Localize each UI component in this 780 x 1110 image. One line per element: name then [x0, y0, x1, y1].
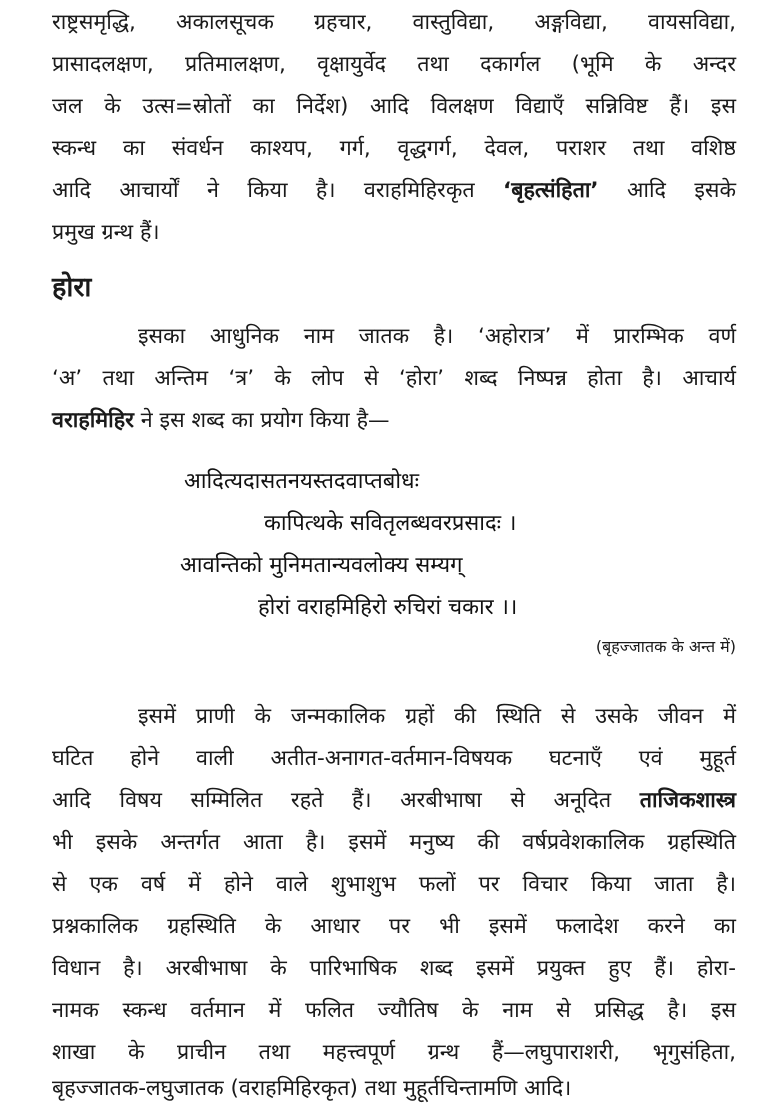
paragraph-1-line-4: स्कन्ध का संवर्धन काश्यप, गर्ग, वृद्धगर्ग, देवल, पराशर तथा वशिष्ठ	[52, 136, 736, 161]
paragraph-3-line-7: विधान है। अरबीभाषा के पारिभाषिक शब्द इसमें प्रयुक्त हुए हैं। होरा-	[52, 956, 736, 981]
verse-line-2: कापित्थके सवितृलब्धवरप्रसादः ।	[264, 511, 517, 536]
paragraph-3-line-10: बृहज्जातक-लघुजातक (वराहमिहिरकृत) तथा मुहूर्तचिन्तामणि आदि।	[52, 1076, 572, 1101]
paragraph-3-line-2: घटित होने वाली अतीत-अनागत-वर्तमान-विषयक घटनाएँ एवं मुहूर्त	[52, 746, 736, 771]
paragraph-2-line-2: ‘अ’ तथा अन्तिम ‘त्र’ के लोप से ‘होरा’ शब्द निष्पन्न होता है। आचार्य	[52, 366, 736, 391]
paragraph-3-line-3	[52, 780, 736, 822]
paragraph-3-line-4: भी इसके अन्तर्गत आता है। इसमें मनुष्य की वर्षप्रवेशकालिक ग्रहस्थिति	[52, 830, 736, 855]
text: ने इस शब्द का प्रयोग किया है—	[133, 408, 390, 433]
paragraph-2-line-1: इसका आधुनिक नाम जातक है। ‘अहोरात्र’ में प्रारम्भिक वर्ण	[138, 324, 736, 349]
paragraph-1-line-2: प्रासादलक्षण, प्रतिमालक्षण, वृक्षायुर्वेद तथा दकार्गल (भूमि के अन्दर	[52, 52, 736, 77]
paragraph-1-line-5	[52, 170, 736, 212]
paragraph-1-line-1: राष्ट्रसमृद्धि, अकालसूचक ग्रहचार, वास्तुविद्या, अङ्गविद्या, वायसविद्या,	[52, 10, 736, 35]
bold-term-tajikashastra: ताजिकशास्त्र	[639, 788, 736, 813]
paragraph-3-line-1: इसमें प्राणी के जन्मकालिक ग्रहों की स्थिति से उसके जीवन में	[138, 704, 736, 729]
verse-source-citation: (बृहज्जातक के अन्त में)	[595, 637, 736, 656]
verse-line-4: होरां वराहमिहिरो रुचिरां चकार ।।	[258, 595, 518, 620]
paragraph-3-line-8: नामक स्कन्ध वर्तमान में फलित ज्यौतिष के नाम से प्रसिद्ध है। इस	[52, 998, 736, 1023]
verse-line-1: आदित्यदासतनयस्तदवाप्तबोधः	[184, 469, 420, 494]
bold-name-varahamihira: वराहमिहिर	[52, 408, 134, 433]
paragraph-1-line-3: जल के उत्स=स्रोतों का निर्देश) आदि विलक्षण विद्याएँ सन्निविष्ट हैं। इस	[52, 94, 736, 119]
bold-title-brihatsamhita: ‘बृहत्संहिता’	[503, 178, 599, 203]
paragraph-3-line-9: शाखा के प्राचीन तथा महत्त्वपूर्ण ग्रन्थ हैं—लघुपाराशरी, भृगुसंहिता,	[52, 1040, 736, 1065]
text: आदि आचार्यों ने किया है। वराहमिहिरकृत	[52, 178, 504, 203]
text: आदि विषय सम्मिलित रहते हैं। अरबीभाषा से अनूदित	[52, 788, 640, 813]
paragraph-1-line-6: प्रमुख ग्रन्थ हैं।	[52, 220, 160, 245]
paragraph-2-line-3	[52, 400, 736, 442]
verse-line-3: आवन्तिको मुनिमतान्यवलोक्य सम्यग्	[180, 553, 463, 578]
section-heading: होरा	[52, 272, 92, 303]
paragraph-3-line-5: से एक वर्ष में होने वाले शुभाशुभ फलों पर विचार किया जाता है।	[52, 872, 736, 897]
text: आदि इसके	[598, 178, 736, 203]
paragraph-3-line-6: प्रश्नकालिक ग्रहस्थिति के आधार पर भी इसमें फलादेश करने का	[52, 914, 736, 939]
